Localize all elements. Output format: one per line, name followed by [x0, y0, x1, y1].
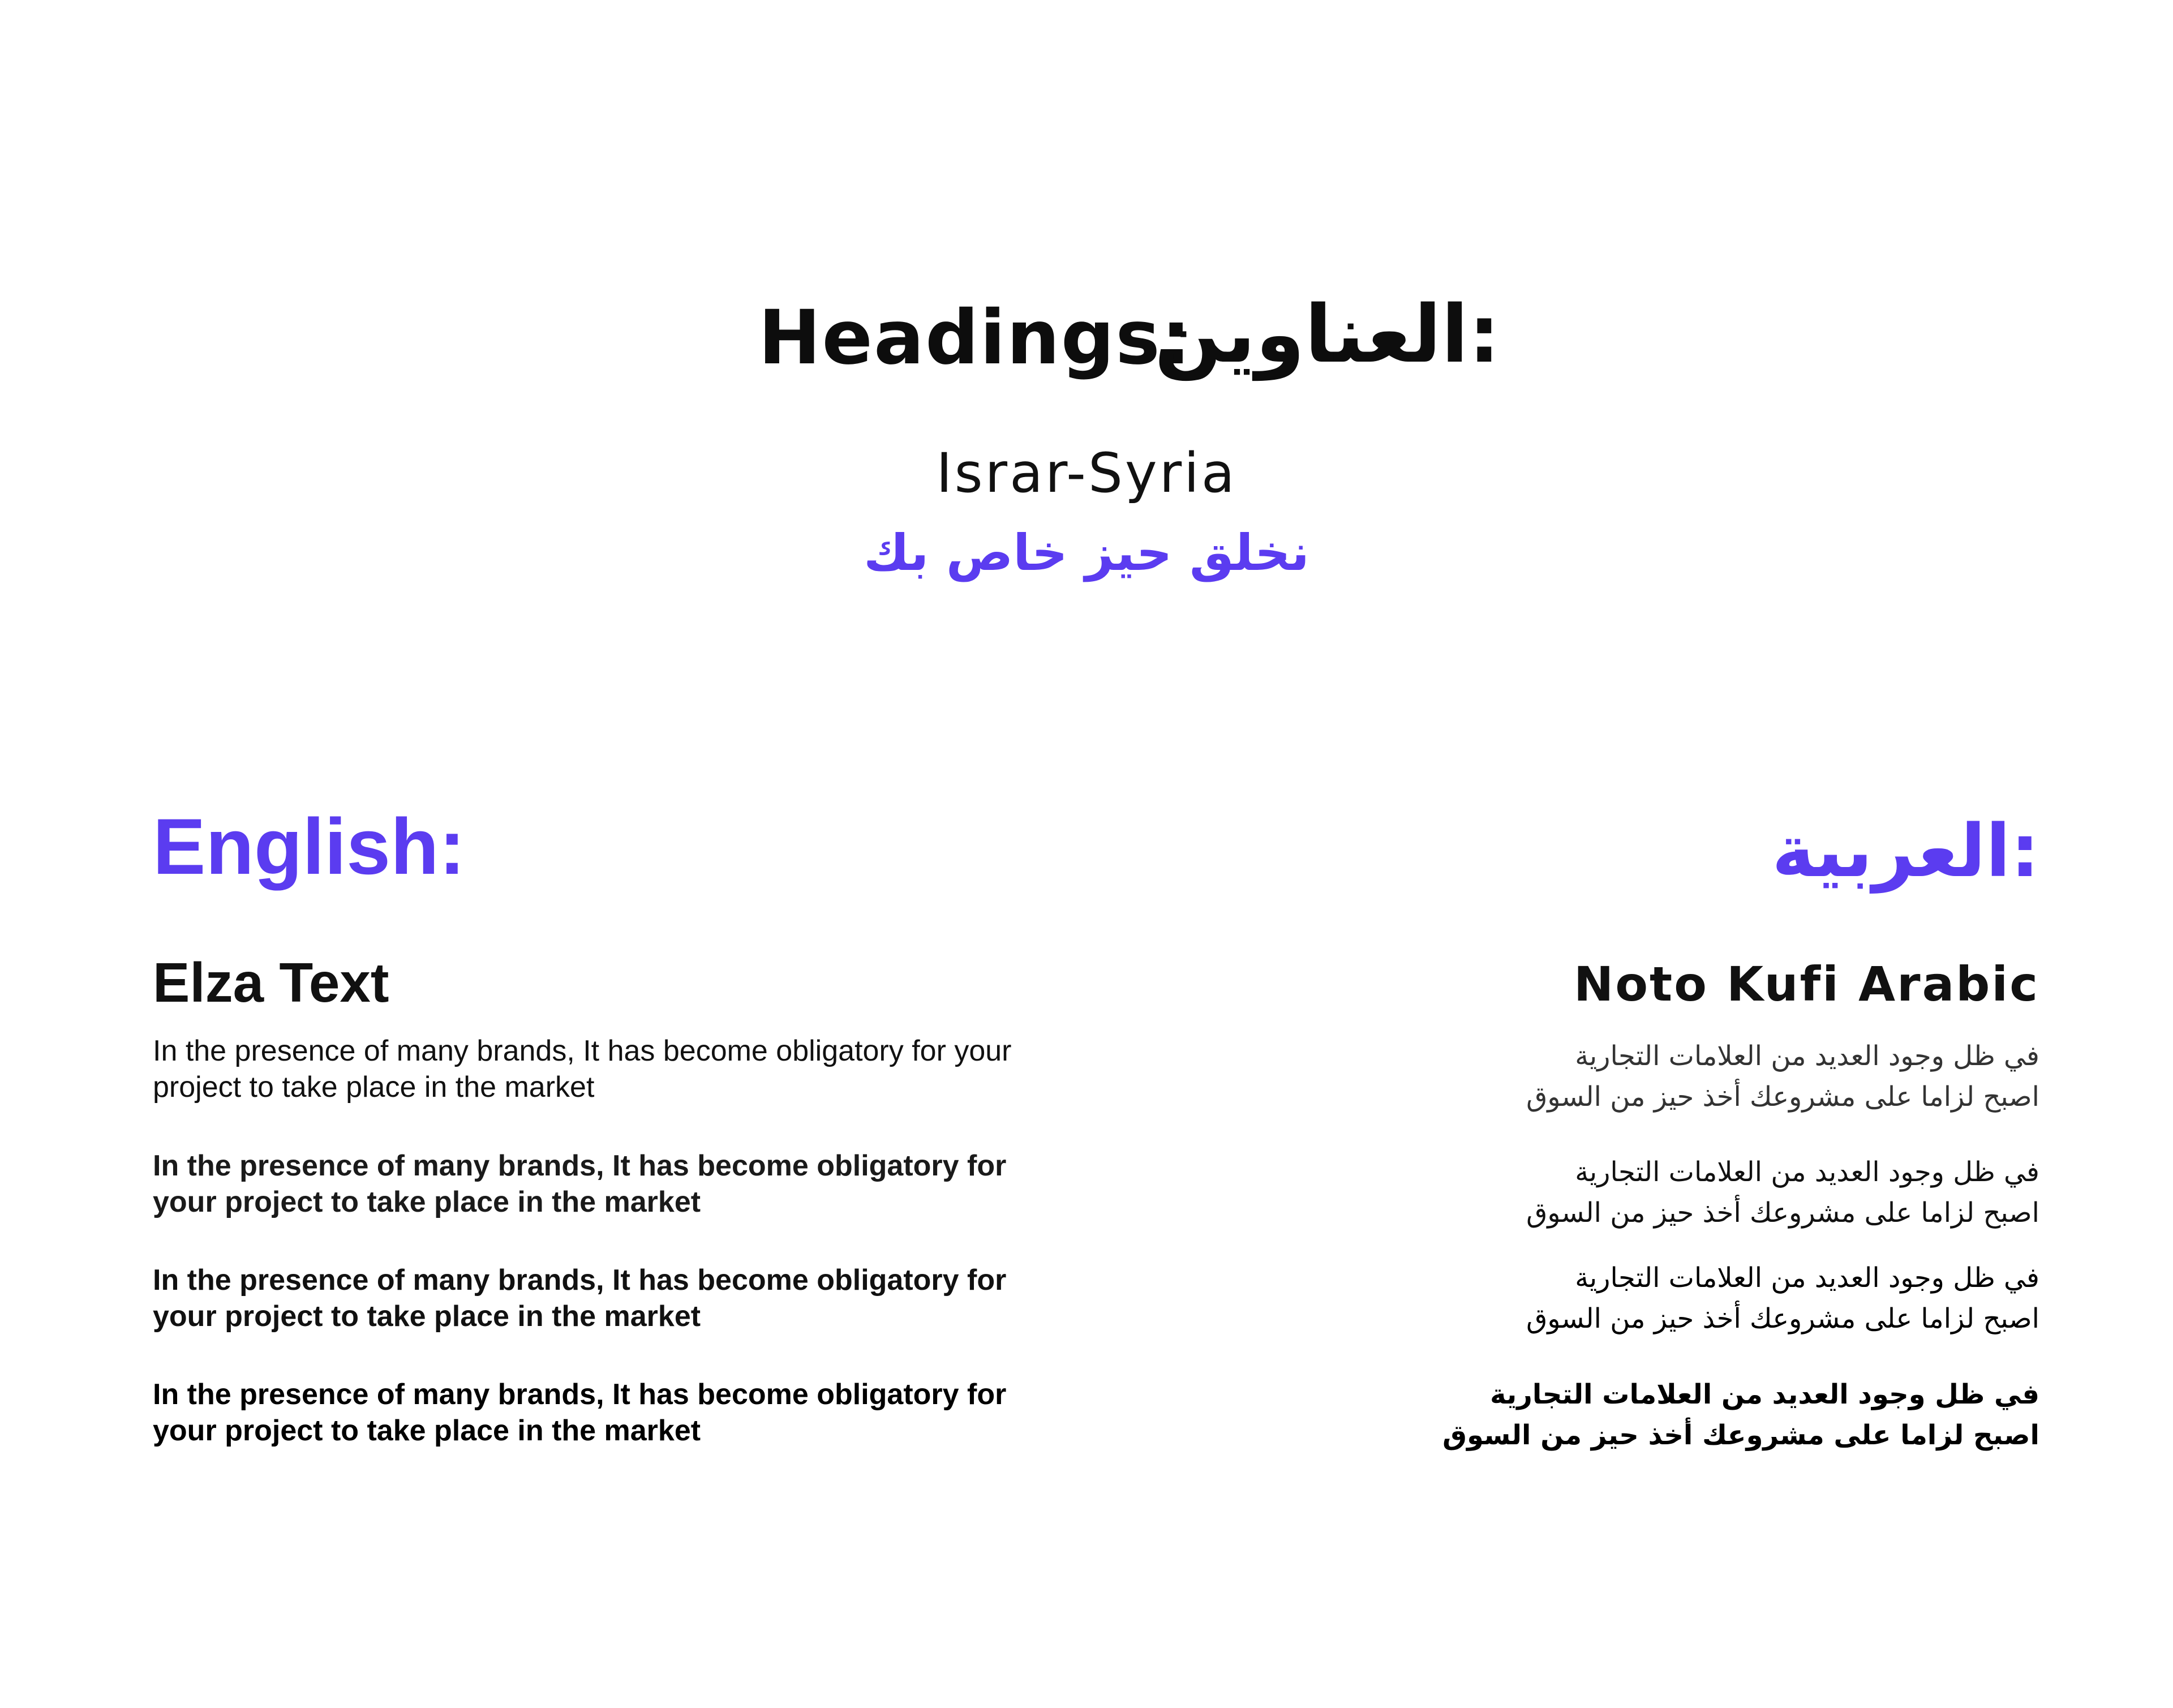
arabic-sample-bold	[1442, 1374, 2039, 1456]
english-sample-bold: In the presence of many brands, It has become obligatory for your project to take place in the market	[153, 1378, 1007, 1447]
arabic-section-title: :العربية	[1772, 809, 2039, 894]
arabic-sample-line: اصبح لزاما على مشروعك أخذ حيز من السوق	[1526, 1303, 2039, 1334]
arabic-sample-line: اصبح لزاما على مشروعك أخذ حيز من السوق	[1442, 1419, 2039, 1451]
english-sample-medium: In the presence of many brands, It has become obligatory for your project to take place in the market	[153, 1149, 1007, 1218]
english-sample-regular: In the presence of many brands, It has become obligatory for your project to take place in the market	[153, 1035, 1012, 1104]
english-font-name: Elza Text	[153, 951, 389, 1014]
arabic-sample-light	[1526, 1036, 2039, 1117]
arabic-sample-line: اصبح لزاما على مشروعك أخذ حيز من السوق	[1526, 1081, 2039, 1113]
arabic-sample-medium	[1526, 1258, 2039, 1339]
headings-label-english: Headings:	[758, 294, 1192, 381]
arabic-sample-regular	[1526, 1152, 2039, 1233]
arabic-sample-line: في ظل وجود العديد من العلامات التجارية	[1490, 1379, 2039, 1410]
arabic-sample-line: اصبح لزاما على مشروعك أخذ حيز من السوق	[1526, 1197, 2039, 1229]
english-section-title: English:	[153, 802, 466, 891]
english-sample-semibold: In the presence of many brands, It has become obligatory for your project to take place in the market	[153, 1264, 1007, 1333]
arabic-sample-line: في ظل وجود العديد من العلامات التجارية	[1575, 1262, 2039, 1294]
arabic-sample-line: في ظل وجود العديد من العلامات التجارية	[1575, 1156, 2039, 1188]
arabic-sample-line: في ظل وجود العديد من العلامات التجارية	[1575, 1040, 2039, 1072]
headings-label-arabic: :العناوين	[1154, 289, 1500, 381]
arabic-font-name: Noto Kufi Arabic	[1574, 956, 2039, 1012]
heading-font-name: Israr-Syria	[936, 441, 1237, 505]
heading-tagline: نخلق حيز خاص بك	[864, 523, 1309, 582]
